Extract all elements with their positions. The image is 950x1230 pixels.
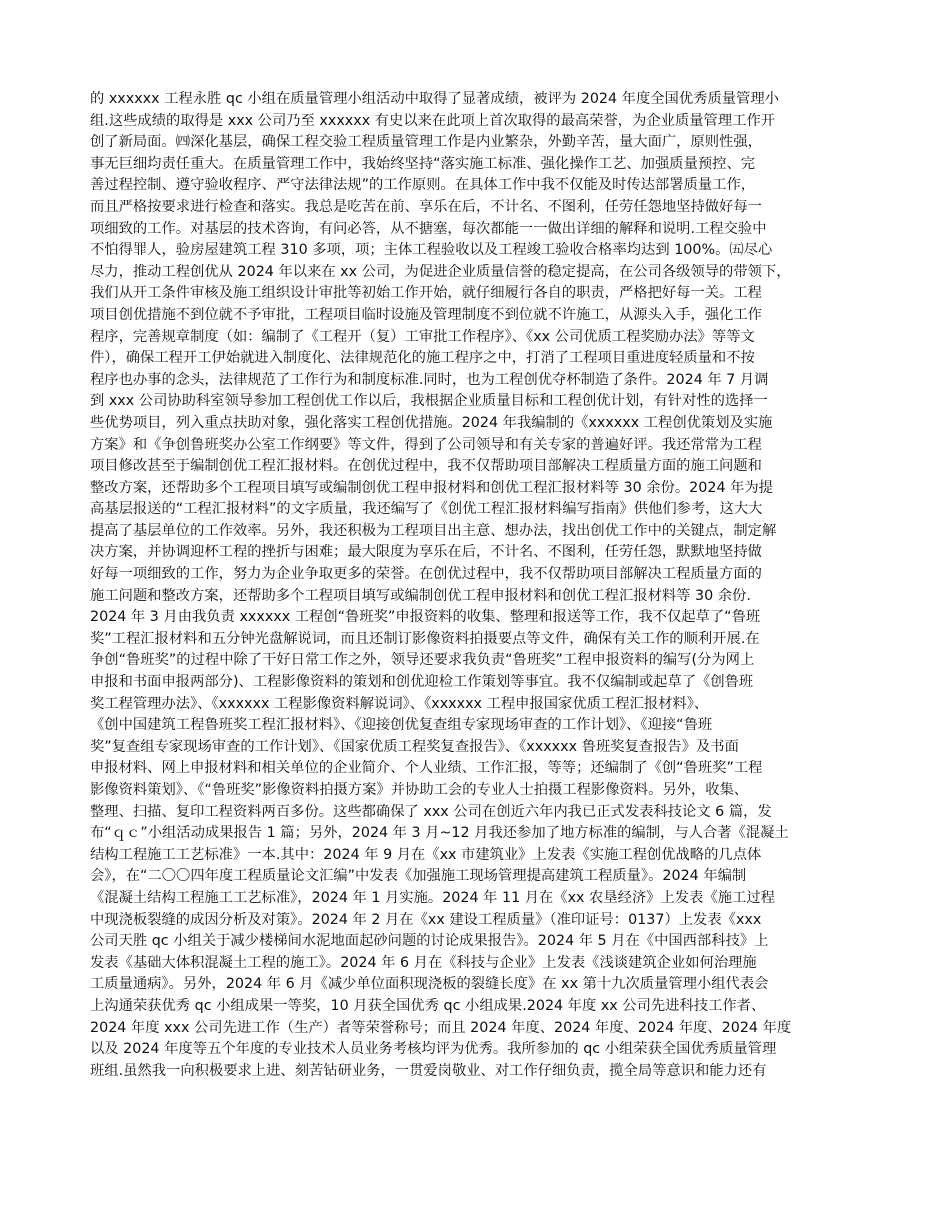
text-line: 整改方案，还帮助多个工程项目填写或编制创优工程申报材料和创优工程汇报材料等 30 余份。2024 年为提 <box>90 479 773 496</box>
text-line: 公司天胜 qc 小组关于减少楼梯间水泥地面起砂问题的讨论成果报告》。2024 年 5 月在《中国西部科技》上 <box>90 933 769 950</box>
text-line: 奖工程管理办法》、《xxxxxx 工程影像资料解说词》、《xxxxxx 工程申报国家优质工程汇报材料》、 <box>90 695 709 712</box>
text-line: 尽力，推动工程创优从 2024 年以来在 xx 公司，为促进企业质量信誉的稳定提高，在公司各级领导的带领下， <box>90 263 791 280</box>
text-line: 高基层报送的“工程汇报材料”的文字质量，我还编写了《创优工程汇报材料编写指南》供他们参考，这大大 <box>90 501 763 518</box>
text-line: 工质量通病》。另外，2024 年 6 月《减少单位面积现浇板的裂缝长度》在 xx 第十九次质量管理小组代表会 <box>90 976 769 993</box>
text-line: 项细致的工作。对基层的技术咨询，有问必答，从不搪塞，每次都能一一做出详细的解释和说明.工程交验中 <box>90 220 767 237</box>
text-line: 些优势项目，列入重点扶助对象，强化落实工程创优措施。2024 年我编制的《xxxxxx 工程创优策划及实施 <box>90 414 773 431</box>
text-line: 《创中国建筑工程鲁班奖工程汇报材料》、《迎接创优复查组专家现场审查的工作计划》、《迎接“鲁班 <box>90 717 713 734</box>
text-line: 的 xxxxxx 工程永胜 qc 小组在质量管理小组活动中取得了显著成绩，被评为 2024 年度全国优秀质量管理小 <box>90 91 779 107</box>
text-line: 组.这些成绩的取得是 xxx 公司乃至 xxxxxx 有史以来在此项上首次取得的最高荣誉，为企业质量管理工作开 <box>90 112 776 129</box>
text-line: 程序，完善规章制度（如：编制了《工程开（复）工审批工作程序》、《xx 公司优质工程奖励办法》等等文 <box>90 328 755 345</box>
text-line: 班组.虽然我一向积极要求上进、刻苦钻研业务，一贯爱岗敬业、对工作仔细负责，揽全局等意识和能力还有 <box>90 1062 767 1079</box>
text-line: 上沟通荣获优秀 qc 小组成果一等奖，10 月获全国优秀 qc 小组成果.2024 年度 xx 公司先进科技工作者、 <box>90 997 766 1014</box>
text-line: 我们从开工条件审核及施工组织设计审批等初始工作开始，就仔细履行各自的职责，严格把好每一关。工程 <box>90 285 762 302</box>
text-line: 《混凝土结构工程施工工艺标准》，2024 年 1 月实施。2024 年 11 月在《xx 农垦经济》上发表《施工过程 <box>90 889 775 906</box>
text-line: 奖”复查组专家现场审查的工作计划》、《国家优质工程奖复查报告》、《xxxxxx 鲁班奖复查报告》及书面 <box>90 738 739 755</box>
text-line: 提高了基层单位的工作效率。另外，我还积极为工程项目出主意、想办法，找出创优工作中的关键点，制定解 <box>90 522 777 539</box>
text-line: 好每一项细致的工作，努力为企业争取更多的荣誉。在创优过程中，我不仅帮助项目部解决工程质量方面的 <box>90 566 762 583</box>
text-line: 不怕得罪人，验房屋建筑工程 310 多项，项；主体工程验收以及工程竣工验收合格率均达到 100%。㈤尽心 <box>90 242 773 259</box>
text-line: 2024 年 3 月由我负责 xxxxxx 工程创“鲁班奖”申报资料的收集、整理和报送等工作，我不仅起草了“鲁班 <box>90 609 761 626</box>
text-line: 施工问题和整改方案，还帮助多个工程项目填写或编制创优工程申报材料和创优工程汇报材料等 30 余份. <box>90 587 751 604</box>
text-line: 而且严格按要求进行检查和落实。我总是吃苦在前、享乐在后，不计名、不图利，任劳任怨地坚持做好每一 <box>90 198 762 215</box>
text-line: 影像资料策划》、《“鲁班奖”影像资料拍摄方案》并协助工会的专业人士拍摄工程影像资料。另外，收集、 <box>90 782 749 798</box>
document-body-text <box>90 89 865 1082</box>
text-line: 奖”工程汇报材料和五分钟光盘解说词，而且还制订影像资料拍摄要点等文件，确保有关工作的顺利开展.在 <box>90 630 760 647</box>
text-line: 2024 年度 xxx 公司先进工作（生产）者等荣誉称号；而且 2024 年度、2024 年度、2024 年度、2024 年度 <box>90 1019 792 1036</box>
text-line: 项目修改甚至于编制创优工程汇报材料。在创优过程中，我不仅帮助项目部解决工程质量方面的施工问题和 <box>90 458 762 475</box>
text-line: 程序也办事的念头，法律规范了工作行为和制度标准.同时，也为工程创优夺杯制造了条件。2024 年 7 月调 <box>90 371 769 388</box>
text-line: 结构工程施工工艺标准》一本.其中：2024 年 9 月在《xx 市建筑业》上发表《实施工程创优战略的几点体 <box>90 846 762 863</box>
text-line: 发表《基础大体积混凝土工程的施工》。2024 年 6 月在《科技与企业》上发表《浅谈建筑企业如何治理施 <box>90 954 757 971</box>
text-line: 方案》和《争创鲁班奖办公室工作纲要》等文件，得到了公司领导和有关专家的普遍好评。我还常常为工程 <box>90 436 762 453</box>
text-line: 到 xxx 公司协助科室领导参加工程创优工作以后，我根据企业质量目标和工程创优计划，有针对性的选择一 <box>90 393 768 410</box>
text-line: 中现浇板裂缝的成因分析及对策》。2024 年 2 月在《xx 建设工程质量》（准印证号：0137）上发表《xxx <box>90 911 762 928</box>
text-line: 善过程控制、遵守验收程序、严守法律法规”的工作原则。在具体工作中我不仅能及时传达部署质量工作， <box>90 177 756 194</box>
text-line: 决方案，并协调迎杯工程的挫折与困难；最大限度为享乐在后，不计名、不图利，任劳任怨，默默地坚持做 <box>90 544 762 561</box>
text-line: 会》，在“二〇〇四年度工程质量论文汇编”中发表《加强施工现场管理提高建筑工程质量》。2024 年编制 <box>90 868 747 885</box>
text-line: 创了新局面。㈣深化基层，确保工程交验工程质量管理工作是内业繁杂，外勤辛苦，量大面广，原则性强， <box>90 134 762 151</box>
text-line: 以及 2024 年度等五个年度的专业技术人员业务考核均评为优秀。我所参加的 qc 小组荣获全国优秀质量管理 <box>90 1041 777 1058</box>
text-line: 件），确保工程开工伊始就进入制度化、法律规范化的施工程序之中，打消了工程项目重进度轻质量和不按 <box>90 350 755 367</box>
text-line: 申报和书面申报两部分)、工程影像资料的策划和创优迎检工作策划等事宜。我不仅编制或起草了《创鲁班 <box>90 674 754 691</box>
text-line: 事无巨细均责任重大。在质量管理工作中，我始终坚持“落实施工标准、强化操作工艺、加强质量预控、完 <box>90 155 756 172</box>
text-line: 项目创优措施不到位就不予审批，工程项目临时设施及管理制度不到位就不许施工，从源头入手，强化工作 <box>90 306 762 323</box>
text-line: 布“ｑｃ”小组活动成果报告 1 篇；另外，2024 年 3 月~12 月我还参加了地方标准的编制，与人合著《混凝土 <box>90 825 789 842</box>
text-line: 争创“鲁班奖”的过程中除了干好日常工作之外，领导还要求我负责“鲁班奖”工程申报资料的编写(分为网上 <box>90 652 755 669</box>
text-line: 整理、扫描、复印工程资料两百多份。这些都确保了 xxx 公司在创近六年内我已正式发表科技论文 6 篇，发 <box>90 803 772 820</box>
text-line: 申报材料、网上申报材料和相关单位的企业简介、个人业绩、工作汇报，等等；还编制了《创“鲁班奖”工程 <box>90 760 763 777</box>
